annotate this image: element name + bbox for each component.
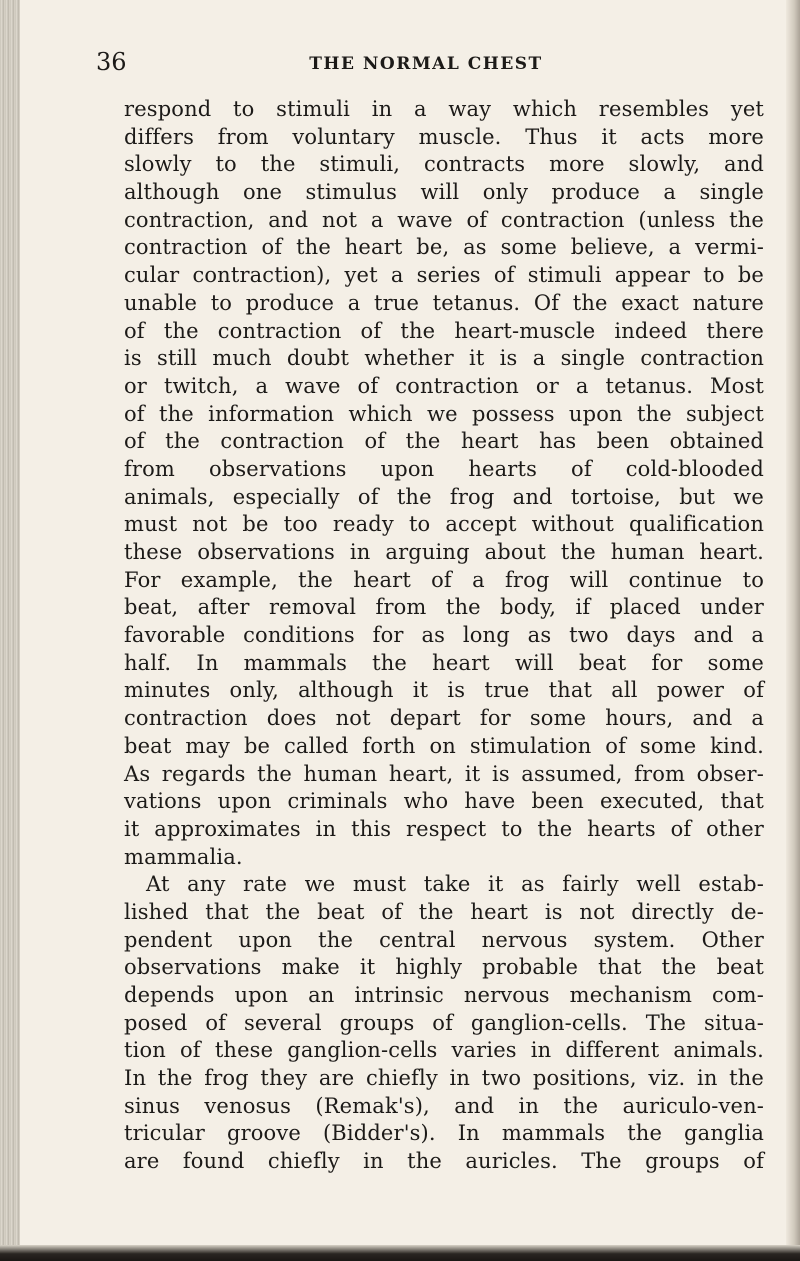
text-line: it approximates in this respect to the hearts of other [124, 816, 764, 841]
text-line: As regards the human heart, it is assumed, from obser- [124, 761, 764, 786]
text-line: vations upon criminals who have been executed, that [124, 789, 764, 814]
text-line: slowly to the stimuli, contracts more slowly, and [124, 152, 764, 177]
text-line: unable to produce a true tetanus. Of the exact nature [124, 290, 764, 315]
text-line: animals, especially of the frog and tortoise, but we [124, 484, 764, 509]
page-bottom-edge [0, 1245, 800, 1261]
text-line: half. In mammals the heart will beat for some [124, 650, 764, 675]
text-line: minutes only, although it is true that all power of [124, 678, 764, 703]
page-header [96, 44, 756, 80]
text-line: posed of several groups of ganglion-cells. The situa- [124, 1010, 764, 1035]
text-line: beat may be called forth on stimulation of some kind. [124, 733, 764, 758]
text-line: or twitch, a wave of contraction or a tetanus. Most [124, 373, 764, 398]
text-line: In the frog they are chiefly in two positions, viz. in the [124, 1066, 764, 1091]
text-line: mammalia. [124, 844, 243, 869]
text-line: is still much doubt whether it is a single contraction [124, 346, 764, 371]
text-line: depends upon an intrinsic nervous mechanism com- [124, 983, 764, 1007]
text-line: At any rate we must take it as fairly well estab- [146, 872, 764, 897]
body-text [124, 96, 764, 1176]
text-line: must not be too ready to accept without qualification [124, 512, 764, 537]
text-line: sinus venosus (Remak's), and in the auriculo-ven- [124, 1093, 764, 1118]
running-head: THE NORMAL CHEST [309, 54, 543, 74]
text-line: respond to stimuli in a way which resembles yet [124, 97, 764, 121]
text-line: of the information which we possess upon the subject [124, 401, 764, 426]
text-line: from observations upon hearts of cold-blooded [124, 456, 764, 481]
text-line: tion of these ganglion-cells varies in different animals. [124, 1038, 764, 1063]
text-line: lished that the beat of the heart is not directly de- [124, 899, 764, 924]
text-line: differs from voluntary muscle. Thus it acts more [124, 124, 764, 149]
text-line: contraction, and not a wave of contraction (unless the [124, 207, 764, 232]
text-line: are found chiefly in the auricles. The groups of [124, 1149, 764, 1174]
text-line: of the contraction of the heart-muscle indeed there [124, 318, 764, 343]
text-line: of the contraction of the heart has been obtained [124, 429, 764, 454]
text-line: favorable conditions for as long as two days and a [124, 623, 764, 648]
text-line: pendent upon the central nervous system. Other [124, 927, 764, 952]
text-line: cular contraction), yet a series of stimuli appear to be [124, 263, 764, 288]
text-line: contraction does not depart for some hours, and a [124, 706, 764, 731]
book-spine-edge [0, 0, 20, 1261]
text-line: observations make it highly probable that the beat [124, 955, 764, 980]
text-line: contraction of the heart be, as some believe, a vermi- [124, 235, 764, 260]
text-line: although one stimulus will only produce a single [124, 180, 764, 205]
text-line: these observations in arguing about the human heart. [124, 540, 764, 564]
text-line: For example, the heart of a frog will continue to [124, 567, 764, 592]
page-number: 36 [96, 48, 127, 76]
page-right-edge [786, 0, 800, 1261]
text-line: tricular groove (Bidder's). In mammals the ganglia [124, 1121, 764, 1146]
text-line: beat, after removal from the body, if placed under [124, 595, 764, 620]
